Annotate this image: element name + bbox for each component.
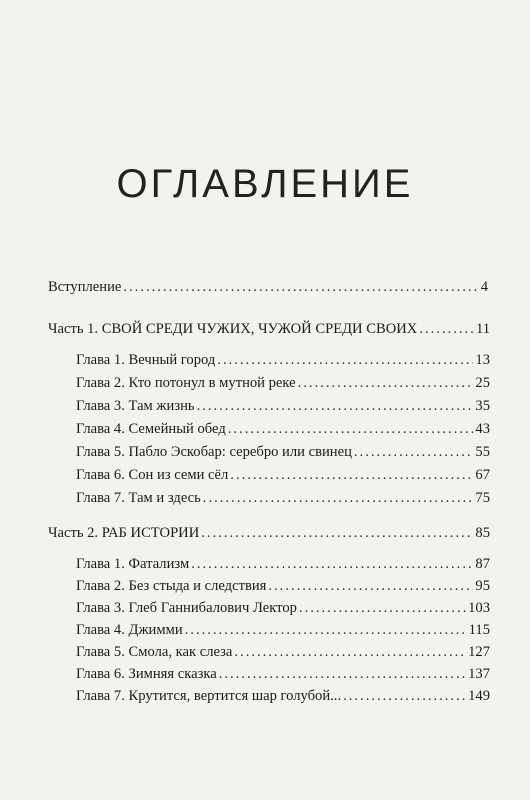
toc-entry-chapter[interactable] bbox=[76, 665, 490, 683]
toc-page-number: 127 bbox=[468, 644, 490, 660]
dot-leader bbox=[203, 489, 474, 507]
toc-entry-label: Глава 4. Джимми bbox=[76, 622, 183, 638]
toc-page-number: 149 bbox=[468, 688, 490, 704]
toc-entry-label: Глава 3. Глеб Ганнибалович Лектор bbox=[76, 600, 297, 616]
toc-page-number: 25 bbox=[475, 375, 490, 391]
toc-entry-label: Глава 3. Там жизнь bbox=[76, 398, 195, 414]
toc-entry-label: Вступление bbox=[48, 279, 122, 295]
dot-leader bbox=[230, 466, 473, 484]
toc-page-number: 115 bbox=[468, 622, 490, 638]
toc-page-number: 55 bbox=[475, 444, 490, 460]
toc-entry-label: Глава 1. Фатализм bbox=[76, 556, 190, 572]
dot-leader bbox=[217, 351, 473, 369]
dot-leader bbox=[201, 524, 473, 542]
dot-leader bbox=[197, 397, 474, 415]
dot-leader bbox=[228, 420, 474, 438]
toc-entry-label: Глава 5. Смола, как слеза bbox=[76, 644, 233, 660]
toc-page-number: 67 bbox=[475, 467, 490, 483]
toc-entry-chapter[interactable] bbox=[76, 687, 490, 705]
toc-entry-label: Часть 1. СВОЙ СРЕДИ ЧУЖИХ, ЧУЖОЙ СРЕДИ СВОИХ bbox=[48, 321, 418, 337]
toc-entry-label: Глава 6. Сон из семи сёл bbox=[76, 467, 229, 483]
toc-page-number: 11 bbox=[475, 321, 490, 337]
toc-entry-label: Глава 4. Семейный обед bbox=[76, 421, 226, 437]
toc-entry-label: Глава 5. Пабло Эскобар: серебро или свинец bbox=[76, 444, 352, 460]
toc-page-number: 137 bbox=[468, 666, 490, 682]
dot-leader bbox=[185, 621, 467, 639]
toc-page-number: 35 bbox=[475, 398, 490, 414]
toc-entry-chapter[interactable] bbox=[76, 621, 490, 639]
toc-entry-chapter[interactable] bbox=[76, 599, 490, 617]
toc-page-number: 87 bbox=[475, 556, 490, 572]
dot-leader bbox=[234, 643, 466, 661]
toc-page-number: 13 bbox=[475, 352, 490, 368]
dot-leader bbox=[191, 555, 473, 573]
toc-page-number: 4 bbox=[480, 279, 488, 295]
dot-leader bbox=[123, 278, 478, 296]
toc-entry-chapter[interactable] bbox=[76, 351, 490, 369]
dot-leader bbox=[299, 599, 466, 617]
dot-leader bbox=[268, 577, 473, 595]
toc-entry-label: Глава 7. Крутится, вертится шар голубой... bbox=[76, 688, 342, 704]
toc-page-number: 43 bbox=[475, 421, 490, 437]
toc-entry-chapter[interactable] bbox=[76, 643, 490, 661]
toc-entry-part[interactable] bbox=[48, 524, 490, 542]
dot-leader bbox=[298, 374, 474, 392]
toc-entry-label: Глава 1. Вечный город bbox=[76, 352, 216, 368]
toc-entry-label: Глава 2. Кто потонул в мутной реке bbox=[76, 375, 296, 391]
toc-entry-label: Глава 6. Зимняя сказка bbox=[76, 666, 217, 682]
toc-entry-chapter[interactable] bbox=[76, 443, 490, 461]
toc-entry-chapter[interactable] bbox=[76, 397, 490, 415]
dot-leader bbox=[354, 443, 474, 461]
toc-page-number: 95 bbox=[475, 578, 490, 594]
dot-leader bbox=[419, 320, 474, 338]
toc-entry-chapter[interactable] bbox=[76, 374, 490, 392]
toc-page-number: 85 bbox=[475, 525, 490, 541]
dot-leader bbox=[343, 687, 466, 705]
toc-entry-label: Часть 2. РАБ ИСТОРИИ bbox=[48, 525, 200, 541]
toc-entry-chapter[interactable] bbox=[76, 577, 490, 595]
toc-page-number: 75 bbox=[475, 490, 490, 506]
dot-leader bbox=[219, 665, 466, 683]
toc-entry-chapter[interactable] bbox=[76, 466, 490, 484]
toc-entry-part[interactable] bbox=[48, 320, 490, 338]
toc-entry-chapter[interactable] bbox=[76, 420, 490, 438]
toc-page-number: 103 bbox=[468, 600, 490, 616]
toc-entry-label: Глава 2. Без стыда и следствия bbox=[76, 578, 267, 594]
toc-entry-intro[interactable] bbox=[48, 278, 488, 296]
toc-entry-label: Глава 7. Там и здесь bbox=[76, 490, 201, 506]
toc-entry-chapter[interactable] bbox=[76, 489, 490, 507]
page-title: ОГЛАВЛЕНИЕ bbox=[116, 162, 414, 206]
toc-entry-chapter[interactable] bbox=[76, 555, 490, 573]
